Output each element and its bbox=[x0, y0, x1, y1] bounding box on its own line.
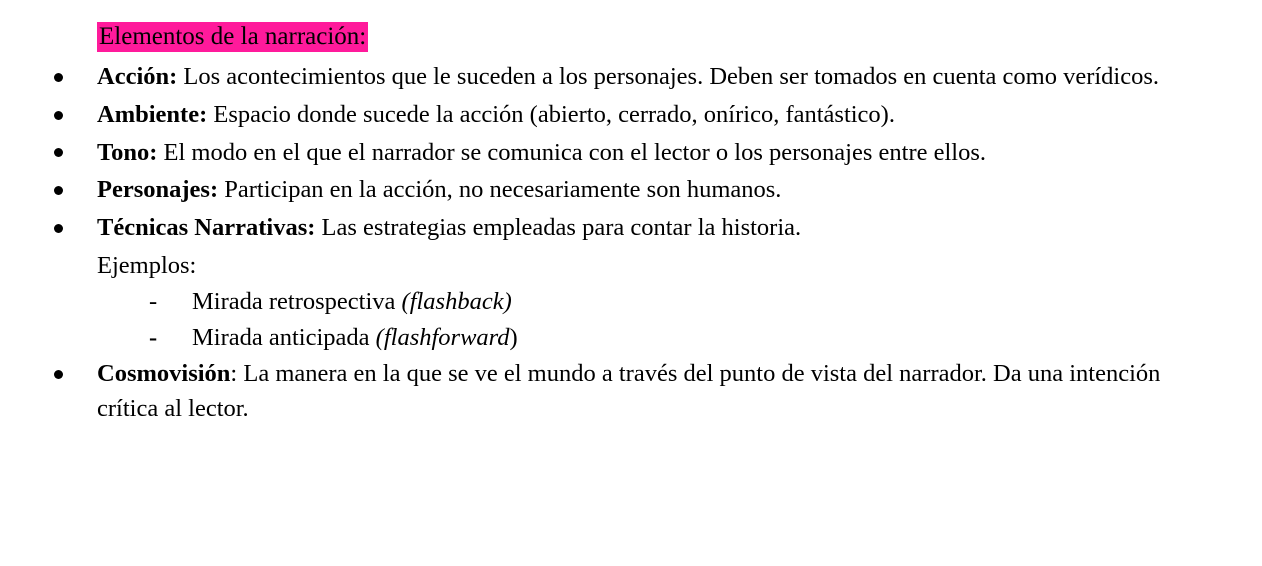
bullet-dot-icon bbox=[54, 111, 63, 120]
list-item bbox=[44, 357, 1218, 427]
list-item-text: Participan en la acción, no necesariamente son humanos. bbox=[218, 176, 782, 204]
examples-list bbox=[44, 284, 1218, 358]
bullet-dot-icon bbox=[54, 224, 63, 233]
narration-elements-list-cont bbox=[44, 357, 1218, 427]
bullet-dot-icon bbox=[54, 370, 63, 379]
list-item bbox=[44, 284, 1218, 321]
list-item-label: Ambiente: bbox=[97, 100, 208, 128]
list-item-text: Las estrategias empleadas para contar la historia. bbox=[315, 214, 802, 242]
list-item bbox=[44, 173, 1218, 208]
document-title-row bbox=[44, 22, 1218, 60]
list-item-label: Tono: bbox=[97, 138, 158, 166]
dash-marker-icon: - bbox=[149, 324, 158, 352]
list-item-label: Cosmovisión bbox=[97, 360, 231, 388]
list-item-label: Personajes: bbox=[97, 176, 219, 204]
list-item bbox=[44, 98, 1218, 133]
narration-elements-list bbox=[44, 60, 1218, 246]
dash-marker-icon: - bbox=[149, 287, 158, 315]
list-item-text: Espacio donde sucede la acción (abierto, cerrado, onírico, fantástico). bbox=[207, 100, 895, 128]
page-title bbox=[97, 22, 368, 52]
list-item-text: El modo en el que el narrador se comunica con el lector o los personajes entre ellos. bbox=[157, 138, 987, 166]
list-item-label: Acción: bbox=[97, 63, 178, 90]
page-title-text: Elementos de la narración: bbox=[99, 23, 367, 50]
example-text: Mirada retrospectiva bbox=[192, 287, 402, 315]
bullet-dot-icon bbox=[54, 73, 63, 82]
list-item bbox=[44, 320, 1218, 357]
bullet-dot-icon bbox=[54, 186, 63, 195]
example-text-italic: (flashforward bbox=[375, 324, 510, 352]
list-item bbox=[44, 60, 1218, 95]
example-text-italic: (flashback) bbox=[401, 287, 512, 315]
list-item-text: : La manera en la que se ve el mundo a través del punto de vista del narrador. Da una intención crítica al lector. bbox=[97, 360, 1161, 422]
list-item bbox=[44, 211, 1218, 246]
list-item-text: Los acontecimientos que le suceden a los personajes. Deben ser tomados en cuenta como verídicos. bbox=[177, 63, 1160, 90]
list-item bbox=[44, 136, 1218, 171]
example-text-tail: ) bbox=[509, 324, 518, 352]
examples-label: Ejemplos: bbox=[97, 251, 197, 279]
example-text: Mirada anticipada bbox=[192, 324, 376, 352]
bullet-dot-icon bbox=[54, 148, 63, 157]
list-item-label: Técnicas Narrativas: bbox=[97, 214, 316, 242]
